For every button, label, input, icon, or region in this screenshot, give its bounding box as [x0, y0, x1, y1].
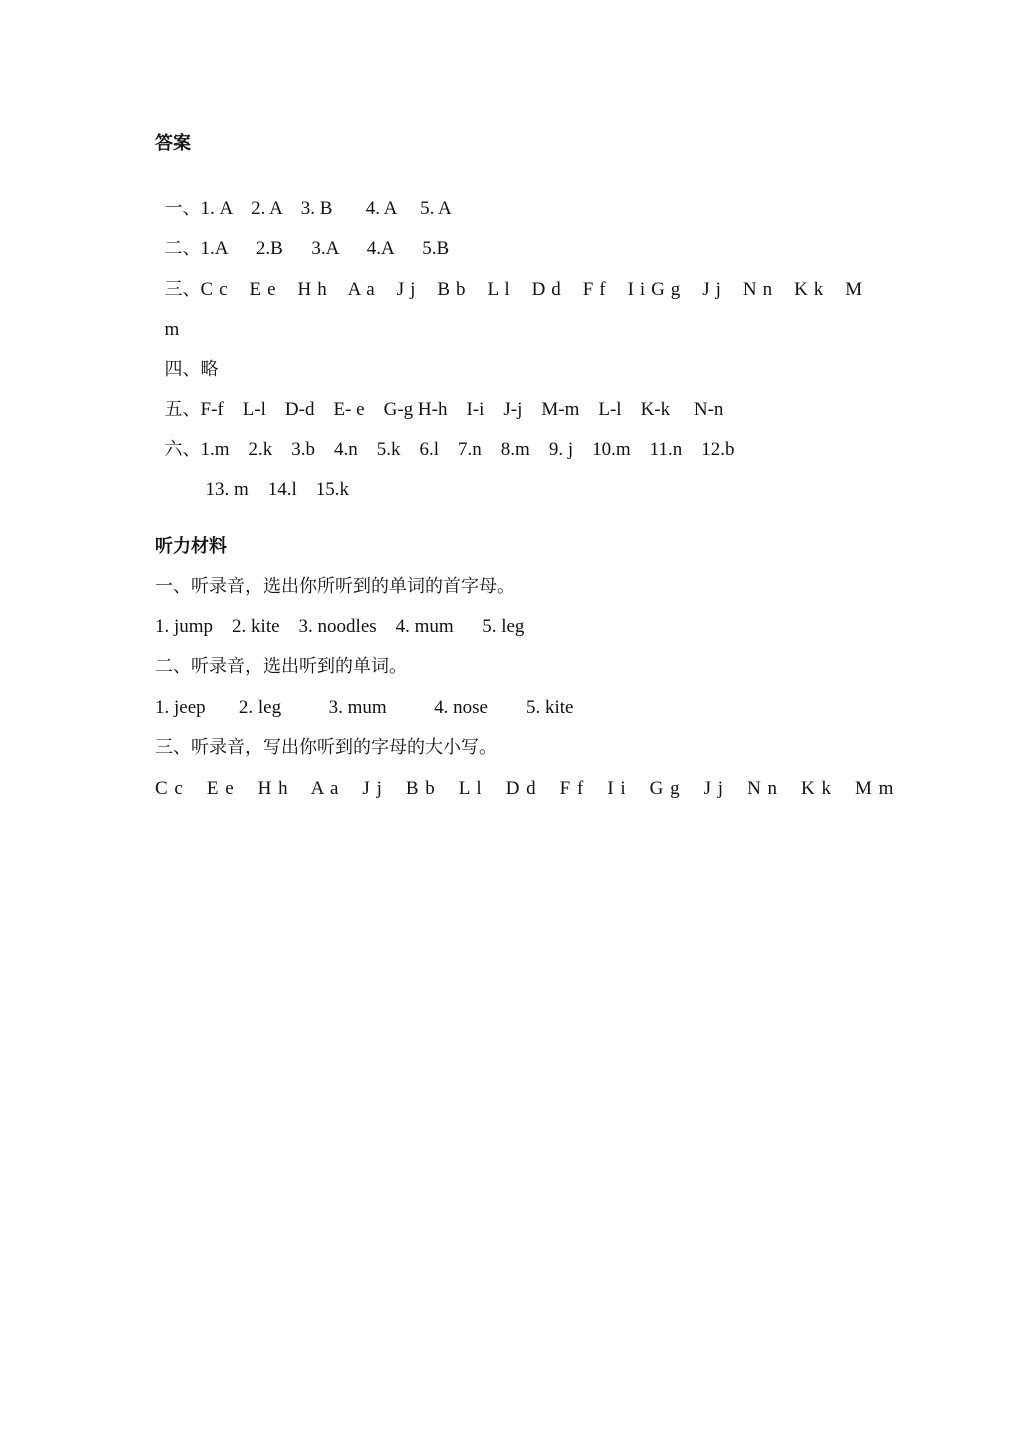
- answer-row-2-label: 二、: [164, 238, 201, 259]
- answer-row-6-continued: [196, 454, 349, 502]
- answers-heading: 答案: [155, 133, 191, 154]
- answer-row-6-label: 六、: [164, 439, 201, 460]
- answer-row-3-text: C c E e H h A a J j B b L l D d F f I i G g J j N n K k M: [200, 279, 863, 300]
- answer-row-6-continued-text: 13. m 14.l 15.k: [205, 479, 350, 500]
- answer-row-4-text: 略: [200, 359, 219, 380]
- answer-row-5-label: 五、: [164, 399, 201, 420]
- listening-section1-items: 1. jump 2. kite 3. noodles 4. mum 5. leg: [155, 616, 525, 637]
- answer-row-3-label: 三、: [164, 279, 201, 300]
- answer-row-4-label: 四、: [164, 359, 201, 380]
- answer-row-1-label: 一、: [164, 198, 201, 219]
- listening-section2-title: 二、听录音，选出听到的单词。: [155, 656, 407, 677]
- listening-section3-items: C c E e H h A a J j B b L l D d F f I i G g J j N n K k M m: [155, 778, 895, 799]
- listening-section3-title: 三、听录音，写出你听到的字母的大小写。: [155, 737, 497, 758]
- answer-row-6-text: 1.m 2.k 3.b 4.n 5.k 6.l 7.n 8.m 9. j 10.m 11.n 12.b: [200, 439, 735, 460]
- answer-row-3-continued-text: m: [164, 319, 180, 340]
- answer-row-2-text: 1.A 2.B 3.A 4.A 5.B: [200, 238, 450, 259]
- answer-row-1-text: 1. A 2. A 3. B 4. A 5. A: [200, 198, 452, 219]
- listening-section1-title: 一、听录音，选出你所听到的单词的首字母。: [155, 576, 515, 597]
- listening-section2-items: 1. jeep 2. leg 3. mum 4. nose 5. kite: [155, 697, 574, 718]
- listening-heading: 听力材料: [155, 536, 227, 557]
- answer-row-5-text: F-f L-l D-d E- e G-g H-h I-i J-j M-m L-l K-k N-n: [200, 399, 724, 420]
- answer-row-3: [155, 254, 863, 302]
